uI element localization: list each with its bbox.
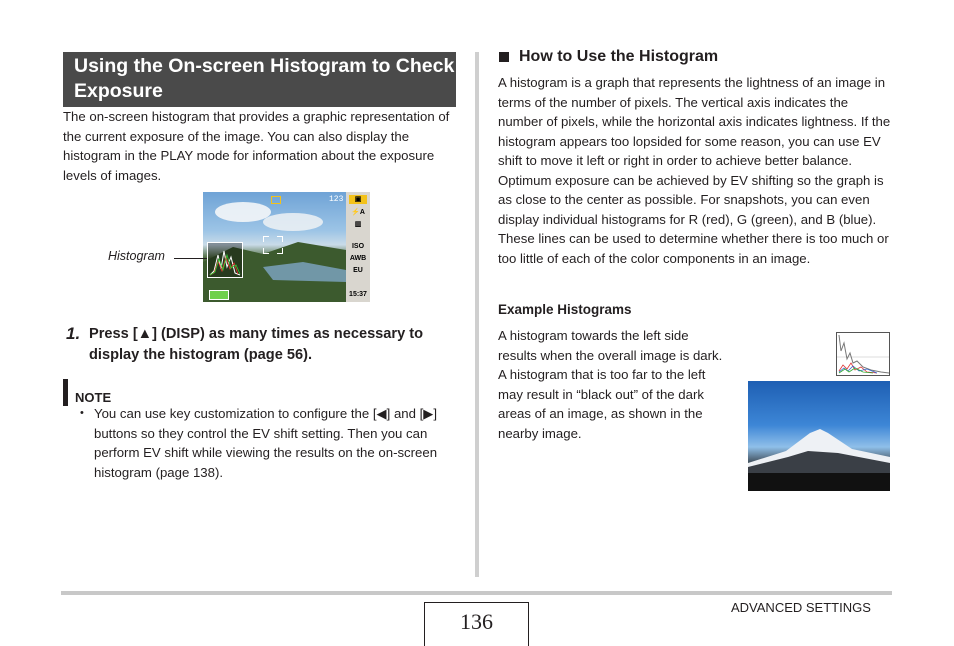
histogram-callout-label: Histogram (108, 249, 165, 263)
step-number: 1. (66, 324, 81, 343)
step-instruction: Press [▲] (DISP) as many times as necessary to display the histogram (page 56). (89, 326, 424, 363)
footer-rule (61, 591, 892, 595)
panel-item: ⚡A (351, 209, 365, 216)
focus-frame-corner (277, 248, 283, 254)
note-title: NOTE (75, 390, 112, 405)
dark-histogram-image (836, 332, 890, 376)
page-number: 136 (424, 602, 529, 646)
note-marker (63, 379, 68, 406)
column-divider (475, 52, 479, 577)
panel-item: AWB (349, 255, 367, 262)
example-heading: Example Histograms (498, 302, 632, 317)
footer-section-label: ADVANCED SETTINGS (731, 600, 871, 615)
focus-frame-corner (277, 236, 283, 242)
onscreen-histogram (207, 242, 243, 278)
panel-item: ▥ (354, 221, 362, 228)
battery-icon (209, 290, 229, 300)
focus-frame-corner (263, 236, 269, 242)
histogram-heading: How to Use the Histogram (519, 48, 719, 65)
camera-settings-panel (346, 192, 370, 302)
panel-item: EU (353, 267, 363, 274)
histogram-explanation: A histogram is a graph that represents the lightness of an image in terms of the number of pixels. The vertical axis indicates the number of pixels, while the horizontal axis indicates lightness. If the histogram appears too lopsided for some reason, you can use EV shift to move it left or right in order to achieve better balance. Optimum exposure can be achieved by EV shifting so the graph is as close to the center as possible. For snapshots, you can even display individual histograms for R (red), G (green), and B (blue). These lines can be used to determine whether there is too much or too little of each of the color components in an image. (498, 75, 891, 266)
note-bullet: • (80, 407, 84, 419)
mode-icon (271, 196, 281, 204)
flash-icon: ▣ (349, 195, 367, 204)
callout-line (174, 258, 207, 259)
shot-count: 123 (329, 195, 344, 204)
dark-mountain-photo (748, 381, 890, 491)
clock-time: 15:37 (349, 291, 367, 298)
focus-frame-corner (263, 248, 269, 254)
panel-item: ISO (351, 243, 365, 250)
heading-square-icon (499, 52, 509, 62)
intro-paragraph: The on-screen histogram that provides a graphic representation of the current exposure of the image. You can also display the histogram in the PLAY mode for information about the exposure levels of images. (63, 109, 450, 183)
camera-screen-image (203, 192, 370, 302)
example-text: A histogram towards the left side results when the overall image is dark. A histogram that is too far to the left may result in “black out” of the dark areas of an image, as shown in the nearby image. (498, 328, 723, 441)
note-text: You can use key customization to configure the [◀] and [▶] buttons so they control the EV shift setting. Then you can perform EV shift while viewing the results on the on-screen histogram (page 138). (94, 406, 438, 480)
section-title: Using the On-screen Histogram to Check Exposure (63, 52, 456, 107)
